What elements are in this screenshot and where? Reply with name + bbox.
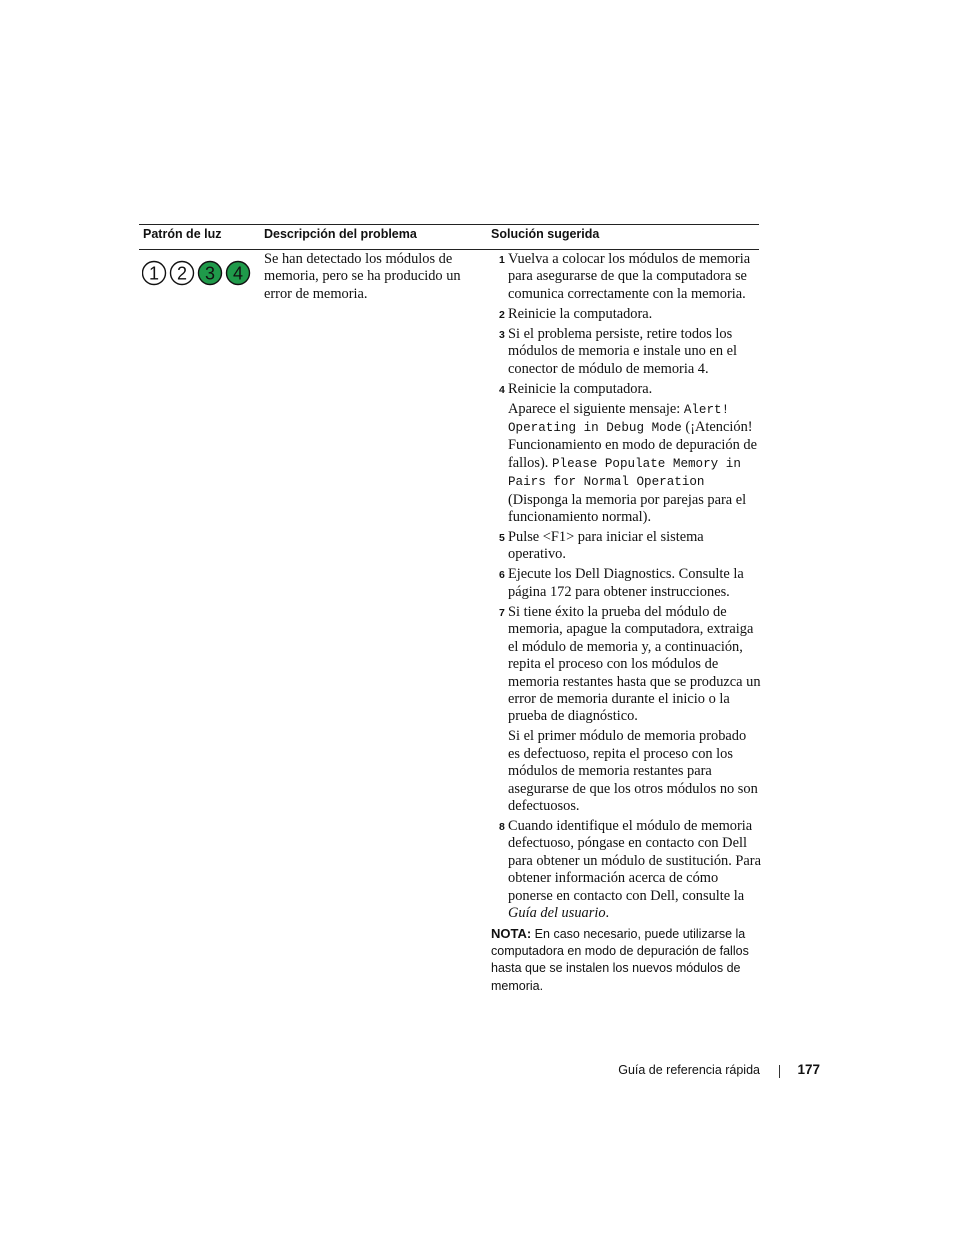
step-number: 6: [499, 569, 505, 582]
step-text: Ejecute los Dell Diagnostics. Consulte la página 172 para obtener instrucciones.: [508, 566, 744, 600]
solution-step: [491, 604, 761, 726]
solution-step: [491, 529, 761, 564]
diagnostic-light-label: 1: [148, 263, 160, 284]
step-number: 7: [499, 606, 505, 619]
diagnostic-lights: [142, 260, 254, 286]
note-block: [491, 925, 761, 995]
step-number: 1: [499, 254, 505, 266]
header-suggested-solution: Solución sugerida: [491, 227, 600, 241]
step-number: 8: [499, 820, 505, 833]
header-problem-description: Descripción del problema: [264, 227, 417, 241]
step-text-end: .: [605, 904, 610, 921]
diagnostic-light-label: 2: [176, 263, 188, 284]
debug-message-paragraph: [491, 401, 761, 527]
step-text: Pulse <F1> para iniciar el sistema operativo.: [508, 529, 704, 563]
step-number: 4: [499, 383, 505, 396]
note-text: En caso necesario, puede utilizarse la computadora en modo de depuración de fallos hasta que se instalen los nuevos módulos de memoria.: [491, 926, 749, 993]
step-number: 2: [499, 308, 505, 321]
step-text: Reinicie la computadora.: [508, 380, 653, 397]
step-followup-paragraph: Si el primer módulo de memoria probado es defectuoso, repita el proceso con los módulos de memoria restantes para asegurarse de que los otros módulos no son defectuosos.: [508, 728, 758, 814]
solution-step: [491, 381, 761, 398]
diagnostic-light-label: 3: [204, 263, 216, 284]
message-intro: Aparece el siguiente mensaje:: [508, 400, 684, 417]
step-text: Vuelva a colocar los módulos de memoria para asegurarse de que la computadora se comunica correctamente con la memoria.: [508, 251, 751, 302]
solution-step: [491, 326, 761, 378]
note-label: NOTA:: [491, 925, 532, 941]
message-code: Alert! Operating in Debug Mode: [508, 402, 730, 436]
header-light-pattern: Patrón de luz: [143, 227, 222, 241]
guide-title: Guía del usuario: [508, 904, 606, 921]
step-text: Reinicie la computadora.: [508, 305, 653, 322]
diagnostic-lights-graphic: [142, 260, 254, 286]
table-top-rule: [139, 224, 759, 225]
step-text: Cuando identifique el módulo de memoria defectuoso, póngase en contacto con Dell para obtener un módulo de sustitución. Para obtener información acerca de cómo ponerse en contacto con Dell, consulte la: [508, 817, 761, 904]
step-number: 5: [499, 532, 505, 545]
suggested-solution: [491, 251, 761, 995]
table-header-rule: [139, 249, 759, 250]
solution-step: [491, 566, 761, 601]
page-number: 177: [797, 1062, 820, 1077]
message-code: Please Populate Memory in Pairs for Normal Operation: [508, 456, 741, 490]
problem-description: Se han detectado los módulos de memoria, pero se ha producido un error de memoria.: [264, 251, 461, 302]
step-text: Si tiene éxito la prueba del módulo de memoria, apague la computadora, extraiga el módulo de memoria y, a continuación, repita el proceso con los módulos de memoria restantes hasta que se produzca un error de memoria durante el inicio o la prueba de diagnóstico.: [508, 603, 761, 725]
message-translation: (¡Atención! Funcionamiento en modo de depuración de fallos).: [508, 419, 757, 471]
footer-title: Guía de referencia rápida: [618, 1063, 760, 1077]
solution-step: [491, 306, 761, 323]
message-translation: (Disponga la memoria por parejas para el funcionamiento normal).: [508, 491, 747, 526]
step-number: 3: [499, 328, 505, 341]
solution-step: [491, 251, 761, 303]
diagnostic-light-label: 4: [232, 263, 244, 284]
page-footer: [560, 1062, 822, 1082]
solution-step: [491, 818, 761, 922]
footer-separator: [779, 1065, 780, 1078]
step-text: Si el problema persiste, retire todos los módulos de memoria e instale uno en el conector de módulo de memoria 4.: [508, 325, 737, 377]
